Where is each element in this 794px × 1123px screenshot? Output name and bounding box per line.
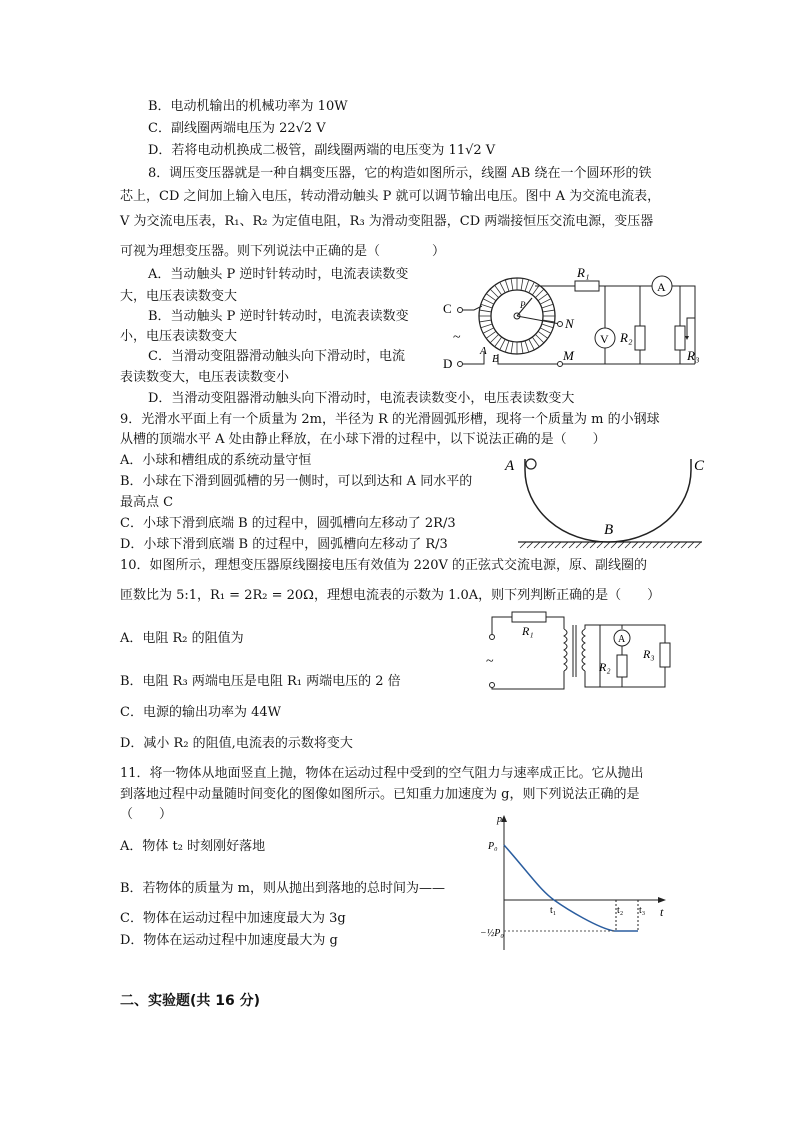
q8-winding-line (511, 342, 513, 354)
q8-winding-line (538, 294, 548, 301)
q8-winding-line (486, 294, 496, 301)
q8-winding-line (521, 278, 523, 290)
q9-hatch-line (660, 542, 666, 548)
q9-hatch-line (653, 542, 659, 548)
q9-stem-1: 9．光滑水平面上有一个质量为 2m，半径为 R 的光滑圆弧形槽，现将一个质量为 m 的小钢球 (120, 412, 660, 427)
q8-resistor-r1 (575, 281, 599, 291)
q8-winding-line (529, 339, 534, 350)
section-2-heading: 二、实验题(共 16 分) (120, 993, 261, 1009)
q8-winding-line (540, 328, 551, 333)
q8-winding-line (540, 299, 551, 304)
q8-winding-line (521, 342, 523, 354)
q8-stem-4: 可视为理想变压器。则下列说法中正确的是（ ） (120, 244, 446, 259)
q11-stem-3: （ ） (120, 807, 173, 822)
q9-hatch-line (674, 542, 680, 548)
q8-option-b-2: 小，电压表读数变大 (120, 329, 238, 344)
q10-resistor-r3 (660, 643, 670, 667)
q8-winding-line (543, 310, 555, 312)
q9-hatch-line (555, 542, 561, 548)
q8-transformer-circuit-figure (440, 265, 720, 378)
q11-option-b: B．若物体的质量为 m，则从抛出到落地的总时间为—— (120, 881, 446, 896)
q8-option-d: D．当滑动变阻器滑动触头向下滑动时，电流表读数变小，电压表读数变大 (148, 391, 575, 406)
q8-winding-line (535, 289, 543, 297)
q10-wire-top-left (492, 617, 512, 634)
q9-hatch-line (562, 542, 568, 548)
q8-label-r2: R₂ (620, 330, 633, 345)
q8-winding-line (500, 339, 505, 350)
q8-winding-line (532, 337, 539, 347)
q9-option-c: C．小球下滑到底端 B 的过程中，圆弧槽向左移动了 2R/3 (120, 516, 456, 531)
q8-label-d: D (443, 356, 453, 371)
q9-hatch-line (583, 542, 589, 548)
q9-hatch-line (646, 542, 652, 548)
q9-steel-ball (526, 459, 536, 469)
q9-arc-groove-figure (502, 452, 717, 550)
q9-option-b-2: 最高点 C (120, 495, 174, 510)
q8-winding-line (490, 289, 498, 297)
q9-hatch-line (569, 542, 575, 548)
q9-option-b-1: B．小球在下滑到圆弧槽的另一侧时，可以到达和 A 同水平的 (120, 474, 473, 489)
q8-winding-line (525, 280, 529, 291)
q10-stem-2: 匝数比为 5:1，R₁ = 2R₂ = 20Ω，理想电流表的示数为 1.0A，则下列判断正确的是（ ） (120, 588, 661, 603)
q8-winding-line (486, 331, 496, 338)
q8-winding-line (483, 299, 494, 304)
q11-p-axis-label: p (497, 814, 502, 825)
q8-winding-line (538, 331, 548, 338)
q8-winding-line (542, 304, 553, 308)
q9-hatch-line (639, 542, 645, 548)
q8-terminal-d (458, 362, 463, 367)
q8-label-b: B (492, 353, 499, 365)
q8-terminal-c (458, 308, 463, 313)
q8-wire-n (517, 316, 560, 324)
q9-option-d: D．小球下滑到底端 B 的过程中，圆弧槽向左移动了 R/3 (120, 537, 448, 552)
q8-terminal-n (558, 322, 563, 327)
q10-option-a: A．电阻 R₂ 的阻值为 (120, 631, 244, 646)
q9-stem-2: 从槽的顶端水平 A 处由静止释放，在小球下滑的过程中，以下说法正确的是（ ） (120, 432, 606, 447)
q8-label-p: P (520, 300, 526, 310)
q11-option-d: D．物体在运动过程中加速度最大为 g (120, 933, 338, 948)
q11-t-axis-label: t (660, 905, 664, 919)
q9-hatch-line (667, 542, 673, 548)
q8-winding-line (505, 280, 509, 291)
q8-rheostat-r3 (675, 326, 685, 350)
q8-label-c: C (443, 301, 452, 316)
q9-option-a: A．小球和槽组成的系统动量守恒 (120, 453, 312, 468)
q10-secondary-coil (582, 629, 585, 671)
q8-option-a-2: 大，电压表读数变大 (120, 289, 238, 304)
q11-label-p0: P₀ (488, 841, 498, 852)
q9-label-a: A (505, 458, 515, 474)
q8-label-r3: R₃ (687, 348, 700, 363)
q8-winding-line (495, 337, 502, 347)
q9-hatch-line (688, 542, 694, 548)
q10-primary-coil (564, 629, 567, 671)
q10-secondary-loop (600, 625, 665, 687)
q9-hatch-line (695, 542, 701, 548)
q11-option-a: A．物体 t₂ 时刻刚好落地 (120, 839, 266, 854)
q9-hatch-line (604, 542, 610, 548)
q8-ammeter-label: A (657, 280, 666, 294)
q10-ammeter-label: A (618, 634, 626, 645)
q10-label-r2: R₂ (599, 660, 611, 674)
q8-winding-line (532, 285, 539, 295)
q10-wire-to-primary (546, 617, 564, 629)
q10-label-r3: R₃ (643, 647, 655, 661)
q8-option-b-1: B．当动触头 P 逆时针转动时，电流表读数变 (148, 309, 409, 324)
q11-momentum-time-graph (478, 812, 680, 952)
q10-option-b: B．电阻 R₃ 两端电压是电阻 R₁ 两端电压的 2 倍 (120, 674, 401, 689)
q10-stem-1: 10．如图所示，理想变压器原线圈接电压有效值为 220V 的正弦式交流电源，原、副线圈的 (120, 558, 648, 573)
q8-label-r1: R₁ (577, 265, 590, 280)
q8-label-a: A (480, 345, 487, 357)
q9-hatch-line (625, 542, 631, 548)
q8-winding-line (525, 341, 529, 352)
q10-label-r1: R₁ (522, 624, 534, 638)
q7-option-b: B．电动机输出的机械功率为 10W (148, 99, 348, 114)
q8-winding-line (490, 334, 498, 342)
q9-hatch-line (520, 542, 526, 548)
q8-winding-line (529, 282, 534, 293)
q8-winding-line (542, 324, 553, 328)
q8-stem-1: 8．调压变压器就是一种自耦变压器，它的构造如图所示，线圈 AB 绕在一个圆环形的铁 (148, 166, 652, 181)
q9-hatch-line (541, 542, 547, 548)
q9-label-c: C (694, 458, 705, 474)
q8-wiper-arrow (685, 336, 689, 340)
q8-winding-line (483, 328, 494, 333)
q10-resistor-r1 (512, 612, 546, 622)
q11-label-t3: t₃ (639, 905, 646, 916)
q8-resistor-r2 (635, 326, 645, 350)
q8-stem-3: V 为交流电压表，R₁、R₂ 为定值电阻，R₃ 为滑动变阻器，CD 两端接恒压交流电源，变压器 (120, 214, 654, 229)
q8-winding-line (500, 282, 505, 293)
q9-label-b: B (604, 522, 614, 538)
q10-terminal-bottom (490, 683, 495, 688)
q11-label-t2: t₂ (617, 905, 624, 916)
q10-terminal-top (490, 635, 495, 640)
q9-hatch-line (611, 542, 617, 548)
q7-option-d: D．若将电动机换成二极管，副线圈两端的电压变为 11√2 V (148, 143, 496, 158)
q11-stem-2: 到落地过程中动量随时间变化的图像如图所示。已知重力加速度为 g，则下列说法正确的是 (120, 787, 640, 802)
q10-resistor-r2 (617, 655, 627, 677)
q8-stem-2: 芯上，CD 之间加上输入电压，转动滑动触头 P 就可以调节输出电压。图中 A 为交流电流表， (120, 189, 661, 204)
q8-wire-bottom (498, 354, 558, 364)
q8-option-c-1: C．当滑动变阻器滑动触头向下滑动时，电流 (148, 349, 405, 364)
q11-momentum-curve (504, 845, 638, 931)
q8-voltmeter-label: V (600, 332, 609, 346)
q8-label-m: M (563, 348, 574, 363)
q9-hatch-line (527, 542, 533, 548)
q10-option-c: C．电源的输出功率为 44W (120, 705, 281, 720)
q8-winding-line (495, 285, 502, 295)
q10-transformer-circuit-figure (482, 607, 680, 695)
q8-winding-line (505, 341, 509, 352)
q11-option-c: C．物体在运动过程中加速度最大为 3g (120, 911, 346, 926)
q10-option-d: D．减小 R₂ 的阻值,电流表的示数将变大 (120, 736, 353, 751)
q8-rheostat-wiper (687, 318, 695, 336)
q8-option-a-1: A．当动触头 P 逆时针转动时，电流表读数变 (148, 267, 409, 282)
q8-winding-line (481, 304, 492, 308)
q11-label-neg-half-p0: −½P₀ (480, 928, 504, 939)
q8-ac-symbol: ~ (453, 330, 461, 345)
q9-hatch-line (590, 542, 596, 548)
q8-winding-line (511, 278, 513, 290)
q11-label-t1: t₁ (550, 905, 557, 916)
q9-hatch-line (681, 542, 687, 548)
q10-ac-symbol: ~ (486, 654, 494, 669)
q9-ground-hatching (520, 542, 701, 548)
q8-winding-line (535, 334, 543, 342)
q9-hatch-line (576, 542, 582, 548)
q11-t-axis-arrow (658, 897, 666, 903)
q9-hatch-line (534, 542, 540, 548)
q11-stem-1: 11．将一物体从地面竖直上抛，物体在运动过程中受到的空气阻力与速率成正比。它从抛出 (120, 766, 644, 781)
q9-hatch-line (597, 542, 603, 548)
q10-secondary-leads (585, 625, 600, 687)
q7-option-c: C．副线圈两端电压为 22√2 V (148, 121, 326, 136)
q8-winding-line (481, 324, 492, 328)
q8-label-n: N (565, 316, 574, 331)
q9-hatch-line (618, 542, 624, 548)
q8-winding-line (479, 310, 491, 312)
q8-option-c-2: 表读数变大，电压表读数变小 (120, 370, 290, 385)
q9-hatch-line (632, 542, 638, 548)
q8-winding-line (479, 320, 491, 322)
q10-wire-bottom-left (492, 671, 564, 689)
q9-hatch-line (548, 542, 554, 548)
q8-terminal-m (558, 362, 563, 367)
